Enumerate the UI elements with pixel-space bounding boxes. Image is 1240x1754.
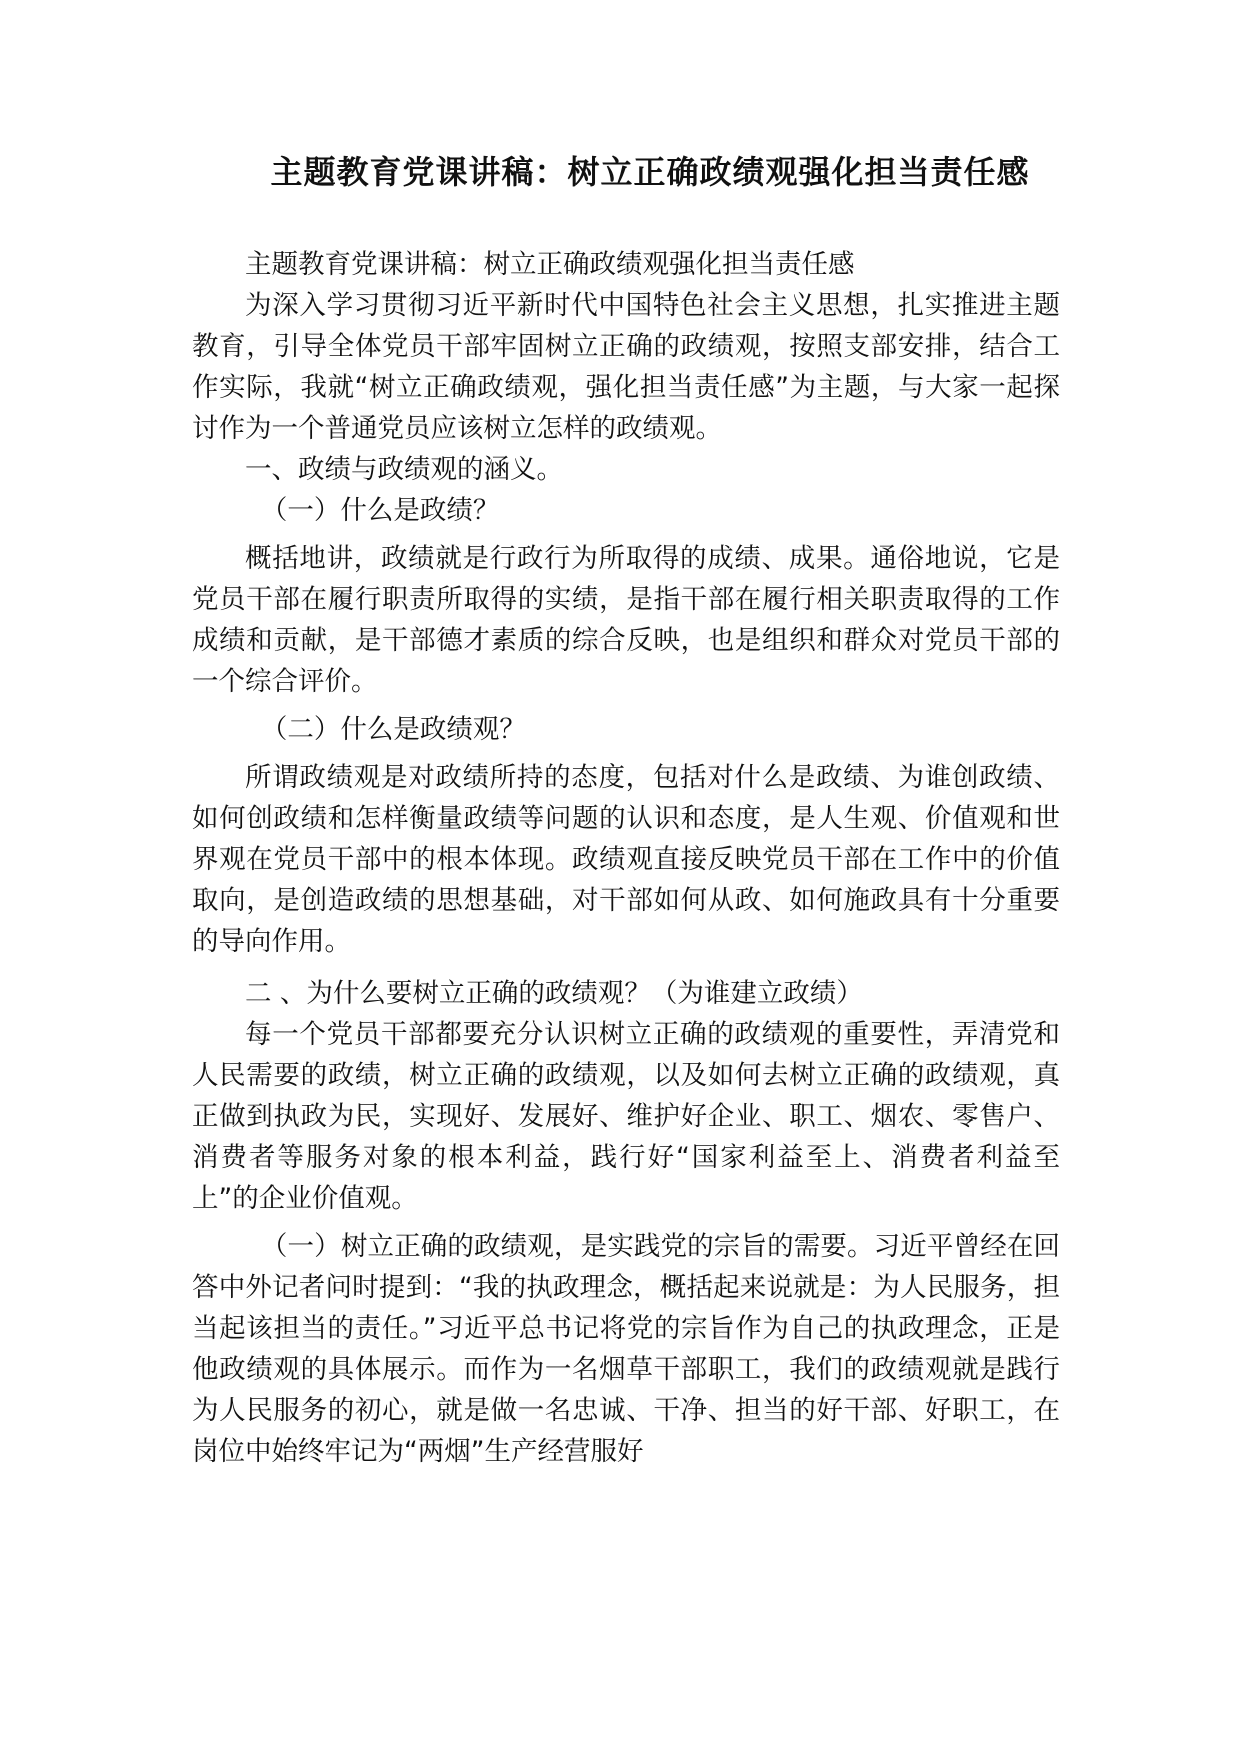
section-heading-2: 二 、为什么要树立正确的政绩观？（为谁建立政绩） <box>245 978 863 1009</box>
paragraph-subsection-2-1: （一）树立正确的政绩观，是实践党的宗旨的需要。习近平曾经在回答中外记者问时提到：“我的执政理念，概括起来说就是：为人民服务，担当起该担当的责任。”习近平总书记将党的宗旨作为自己的执政理念，正是他政绩观的具体展示。而作为一名烟草干部职工，我们的政绩观就是践行为人民服务的初心，就是做一名忠诚、干净、担当的好干部、好职工，在岗位中始终牢记为“两烟”生产经营服好 <box>192 1231 1060 1467</box>
document-title: 主题教育党课讲稿：树立正确政绩观强化担当责任感 <box>270 153 1030 191</box>
paragraph-definition-zhengji: 概括地讲，政绩就是行政行为所取得的成绩、成果。通俗地说，它是党员干部在履行职责所取得的实绩，是指干部在履行相关职责取得的工作成绩和贡献，是干部德才素质的综合反映，也是组织和群众对党员干部的一个综合评价。 <box>192 543 1060 697</box>
document-body <box>192 244 1060 1472</box>
paragraph-importance: 每一个党员干部都要充分认识树立正确的政绩观的重要性，弄清党和人民需要的政绩，树立正确的政绩观，以及如何去树立正确的政绩观，真正做到执政为民，实现好、发展好、维护好企业、职工、烟农、零售户、消费者等服务对象的根本利益，践行好“国家利益至上、消费者利益至上”的企业价值观。 <box>192 1019 1060 1214</box>
subsection-heading-1-2: （二）什么是政绩观？ <box>260 714 526 745</box>
section-heading-1: 一、政绩与政绩观的涵义。 <box>245 454 563 485</box>
subsection-heading-1-1: （一）什么是政绩？ <box>260 495 500 526</box>
paragraph-intro: 为深入学习贯彻习近平新时代中国特色社会主义思想，扎实推进主题教育，引导全体党员干部牢固树立正确的政绩观，按照支部安排，结合工作实际，我就“树立正确政绩观，强化担当责任感”为主题，与大家一起探讨作为一个普通党员应该树立怎样的政绩观。 <box>192 290 1060 444</box>
paragraph-definition-zhengjiguan: 所谓政绩观是对政绩所持的态度，包括对什么是政绩、为谁创政绩、如何创政绩和怎样衡量政绩等问题的认识和态度，是人生观、价值观和世界观在党员干部中的根本体现。政绩观直接反映党员干部在工作中的价值取向，是创造政绩的思想基础，对干部如何从政、如何施政具有十分重要的导向作用。 <box>192 762 1060 957</box>
paragraph-subtitle: 主题教育党课讲稿：树立正确政绩观强化担当责任感 <box>245 249 855 280</box>
